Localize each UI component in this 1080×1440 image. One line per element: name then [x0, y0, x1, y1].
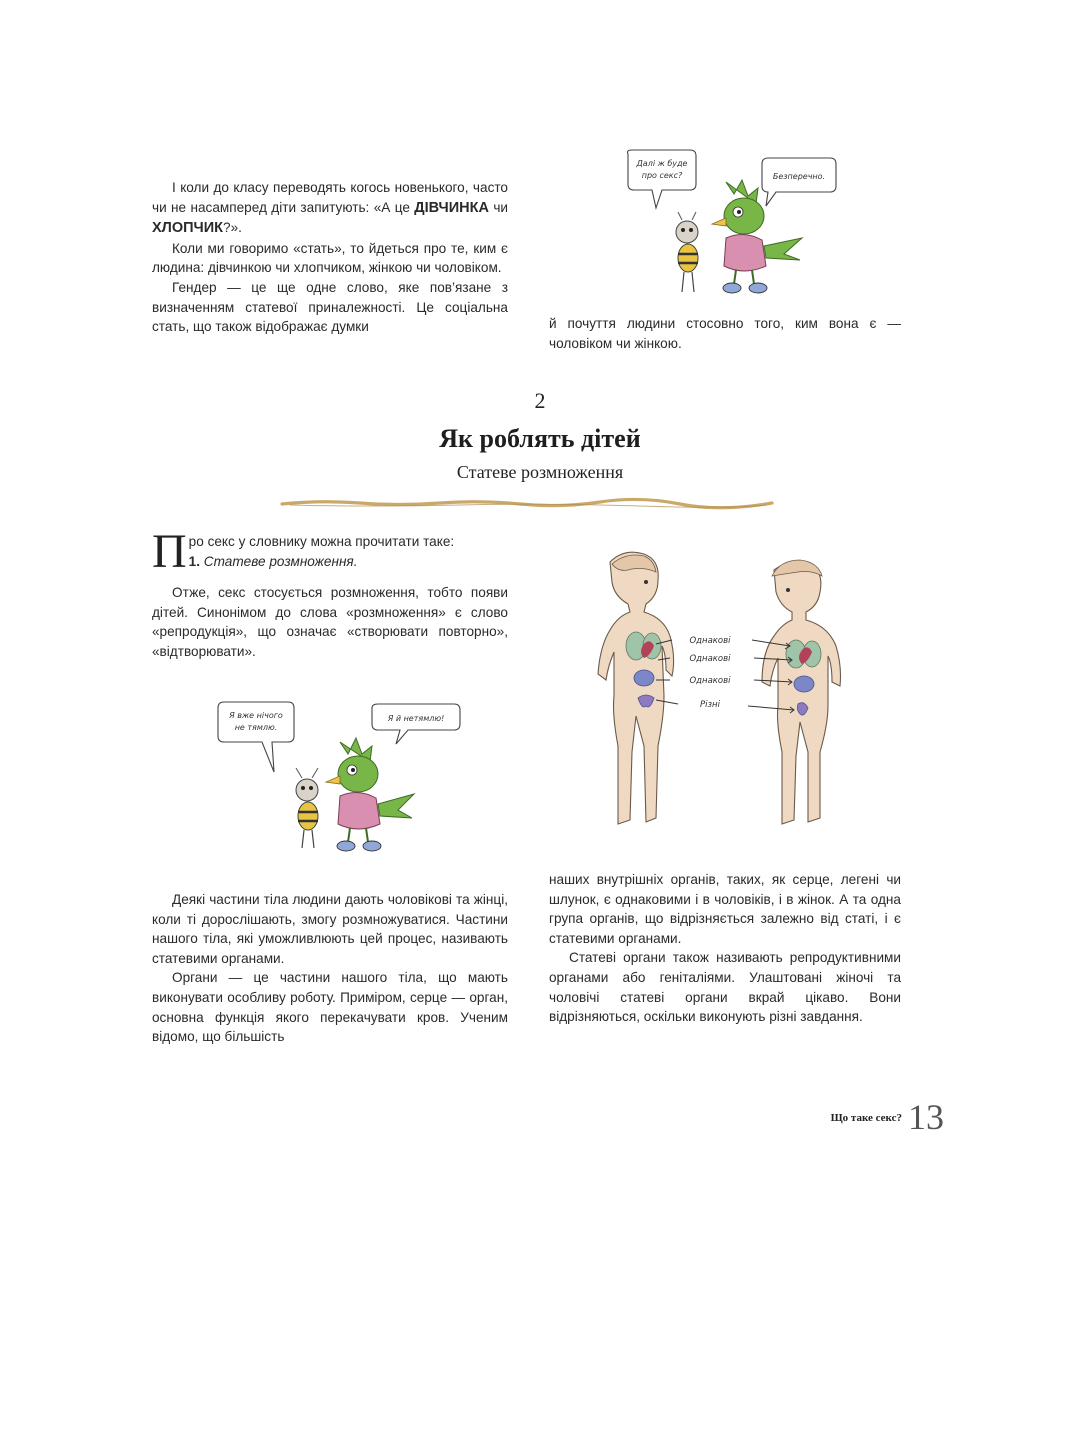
organ-label-same-3: Однакові [689, 676, 731, 686]
figure-right [762, 560, 841, 824]
bubble-right-text: Я й нетямлю! [387, 714, 445, 723]
speech-bubble-right [372, 704, 460, 744]
organ-label-same-2: Однакові [689, 654, 731, 664]
section-intro [152, 525, 508, 662]
intro-paragraph-1 [152, 178, 508, 239]
speech-bubble-left [218, 702, 294, 772]
word-boy: ХЛОПЧИК [152, 220, 224, 237]
definition-text: Статеве розмноження. [203, 553, 358, 569]
intro-paragraph-3-continued: й почуття людини стосовно того, ким вона є — чоловіком чи жінкою. [549, 316, 901, 351]
cartoon-bee-bird-top [616, 146, 852, 302]
bubble-left-line2: не тямлю. [234, 723, 278, 732]
intro-p1-or: чи [488, 199, 508, 215]
chapter-subtitle: Статеве розмноження [456, 462, 624, 482]
bubble-left-line1: Далі ж буде [636, 159, 688, 168]
organ-label-different: Різні [700, 700, 720, 710]
word-girl: ДІВЧИНКА [414, 199, 489, 216]
definition-number: 1. [188, 553, 201, 569]
paragraph-genitals: Статеві органи також називають репродуктивними органами або геніталіями. Улаштовані жіночі та чоловічі статеві органи вкрай цікаво. Вони відрізняються, оскільки виконують різні завдання. [549, 950, 901, 1025]
paragraph-reproduction: Отже, секс стосується розмноження, тобто появи дітей. Синонімом до слова «розмноження» є слово «репродукція», що означає «створювати повторно», «відтворювати». [152, 585, 508, 659]
intro-paragraph-2: Коли ми говоримо «стать», то йдеться про те, ким є людина: дівчинкою чи хлопчиком, жінкою чи чоловіком. [152, 240, 508, 276]
bubble-right-text: Безперечно. [772, 172, 826, 181]
bee-character [296, 768, 318, 848]
intro-p1-text: І коли до класу переводять когось новенького, часто чи не насамперед діти запитують: «А це [152, 180, 508, 215]
definition-intro [152, 525, 508, 578]
definition-intro-text: ро секс у словнику можна прочитати таке: [188, 534, 455, 549]
bird-character [326, 738, 414, 851]
paragraph-body-parts: Деякі частини тіла людини дають чоловікові та жінці, коли ті дорослішають, змогу розмножуватися. Частини нашого тіла, які уможливлюють цей процес, називають статевими органами. [152, 892, 508, 966]
decorative-rule [280, 496, 774, 510]
section-lower-left [152, 890, 508, 1047]
bubble-left-line1: Я вже нічого [229, 711, 283, 720]
bird-character [712, 180, 802, 293]
intro-p1-end: ?». [223, 220, 242, 236]
section-lower-right [549, 870, 901, 1027]
cartoon-bee-bird-bottom [210, 698, 472, 858]
paragraph-organs-continued: наших внутрішніх органів, таких, як серце, легені чи шлунок, є однаковими і в чоловіків, і в жінок. А та одна група органів, що відрізняється залежно від статі, і є статевими органами. [549, 872, 901, 946]
running-footer-title: Що таке секс? [830, 1112, 902, 1124]
organ-label-same-1: Однакові [689, 636, 731, 646]
speech-bubble-right [762, 158, 836, 206]
chapter-number: 2 [534, 388, 546, 413]
bee-character [676, 212, 698, 292]
bubble-left-line2: про секс? [641, 171, 683, 180]
dropcap-letter: П [152, 525, 187, 578]
page-number: 13 [908, 1097, 944, 1137]
figure-left [598, 552, 674, 824]
intro-paragraph-3: Гендер — це ще одне слово, яке пов’язане з визначенням статевої приналежності. Це соціальна стать, що також відображає думки [152, 279, 508, 335]
intro-column-left [152, 178, 508, 337]
body-organs-diagram [584, 546, 856, 836]
chapter-title: Як роблять дітей [439, 424, 641, 453]
intro-column-right [549, 314, 901, 353]
paragraph-organs: Органи — це частини нашого тіла, що мають виконувати особливу роботу. Приміром, серце — орган, основна функція якого перекачувати кров. Ученим відомо, що більшість [152, 970, 508, 1045]
speech-bubble-left [628, 150, 697, 208]
